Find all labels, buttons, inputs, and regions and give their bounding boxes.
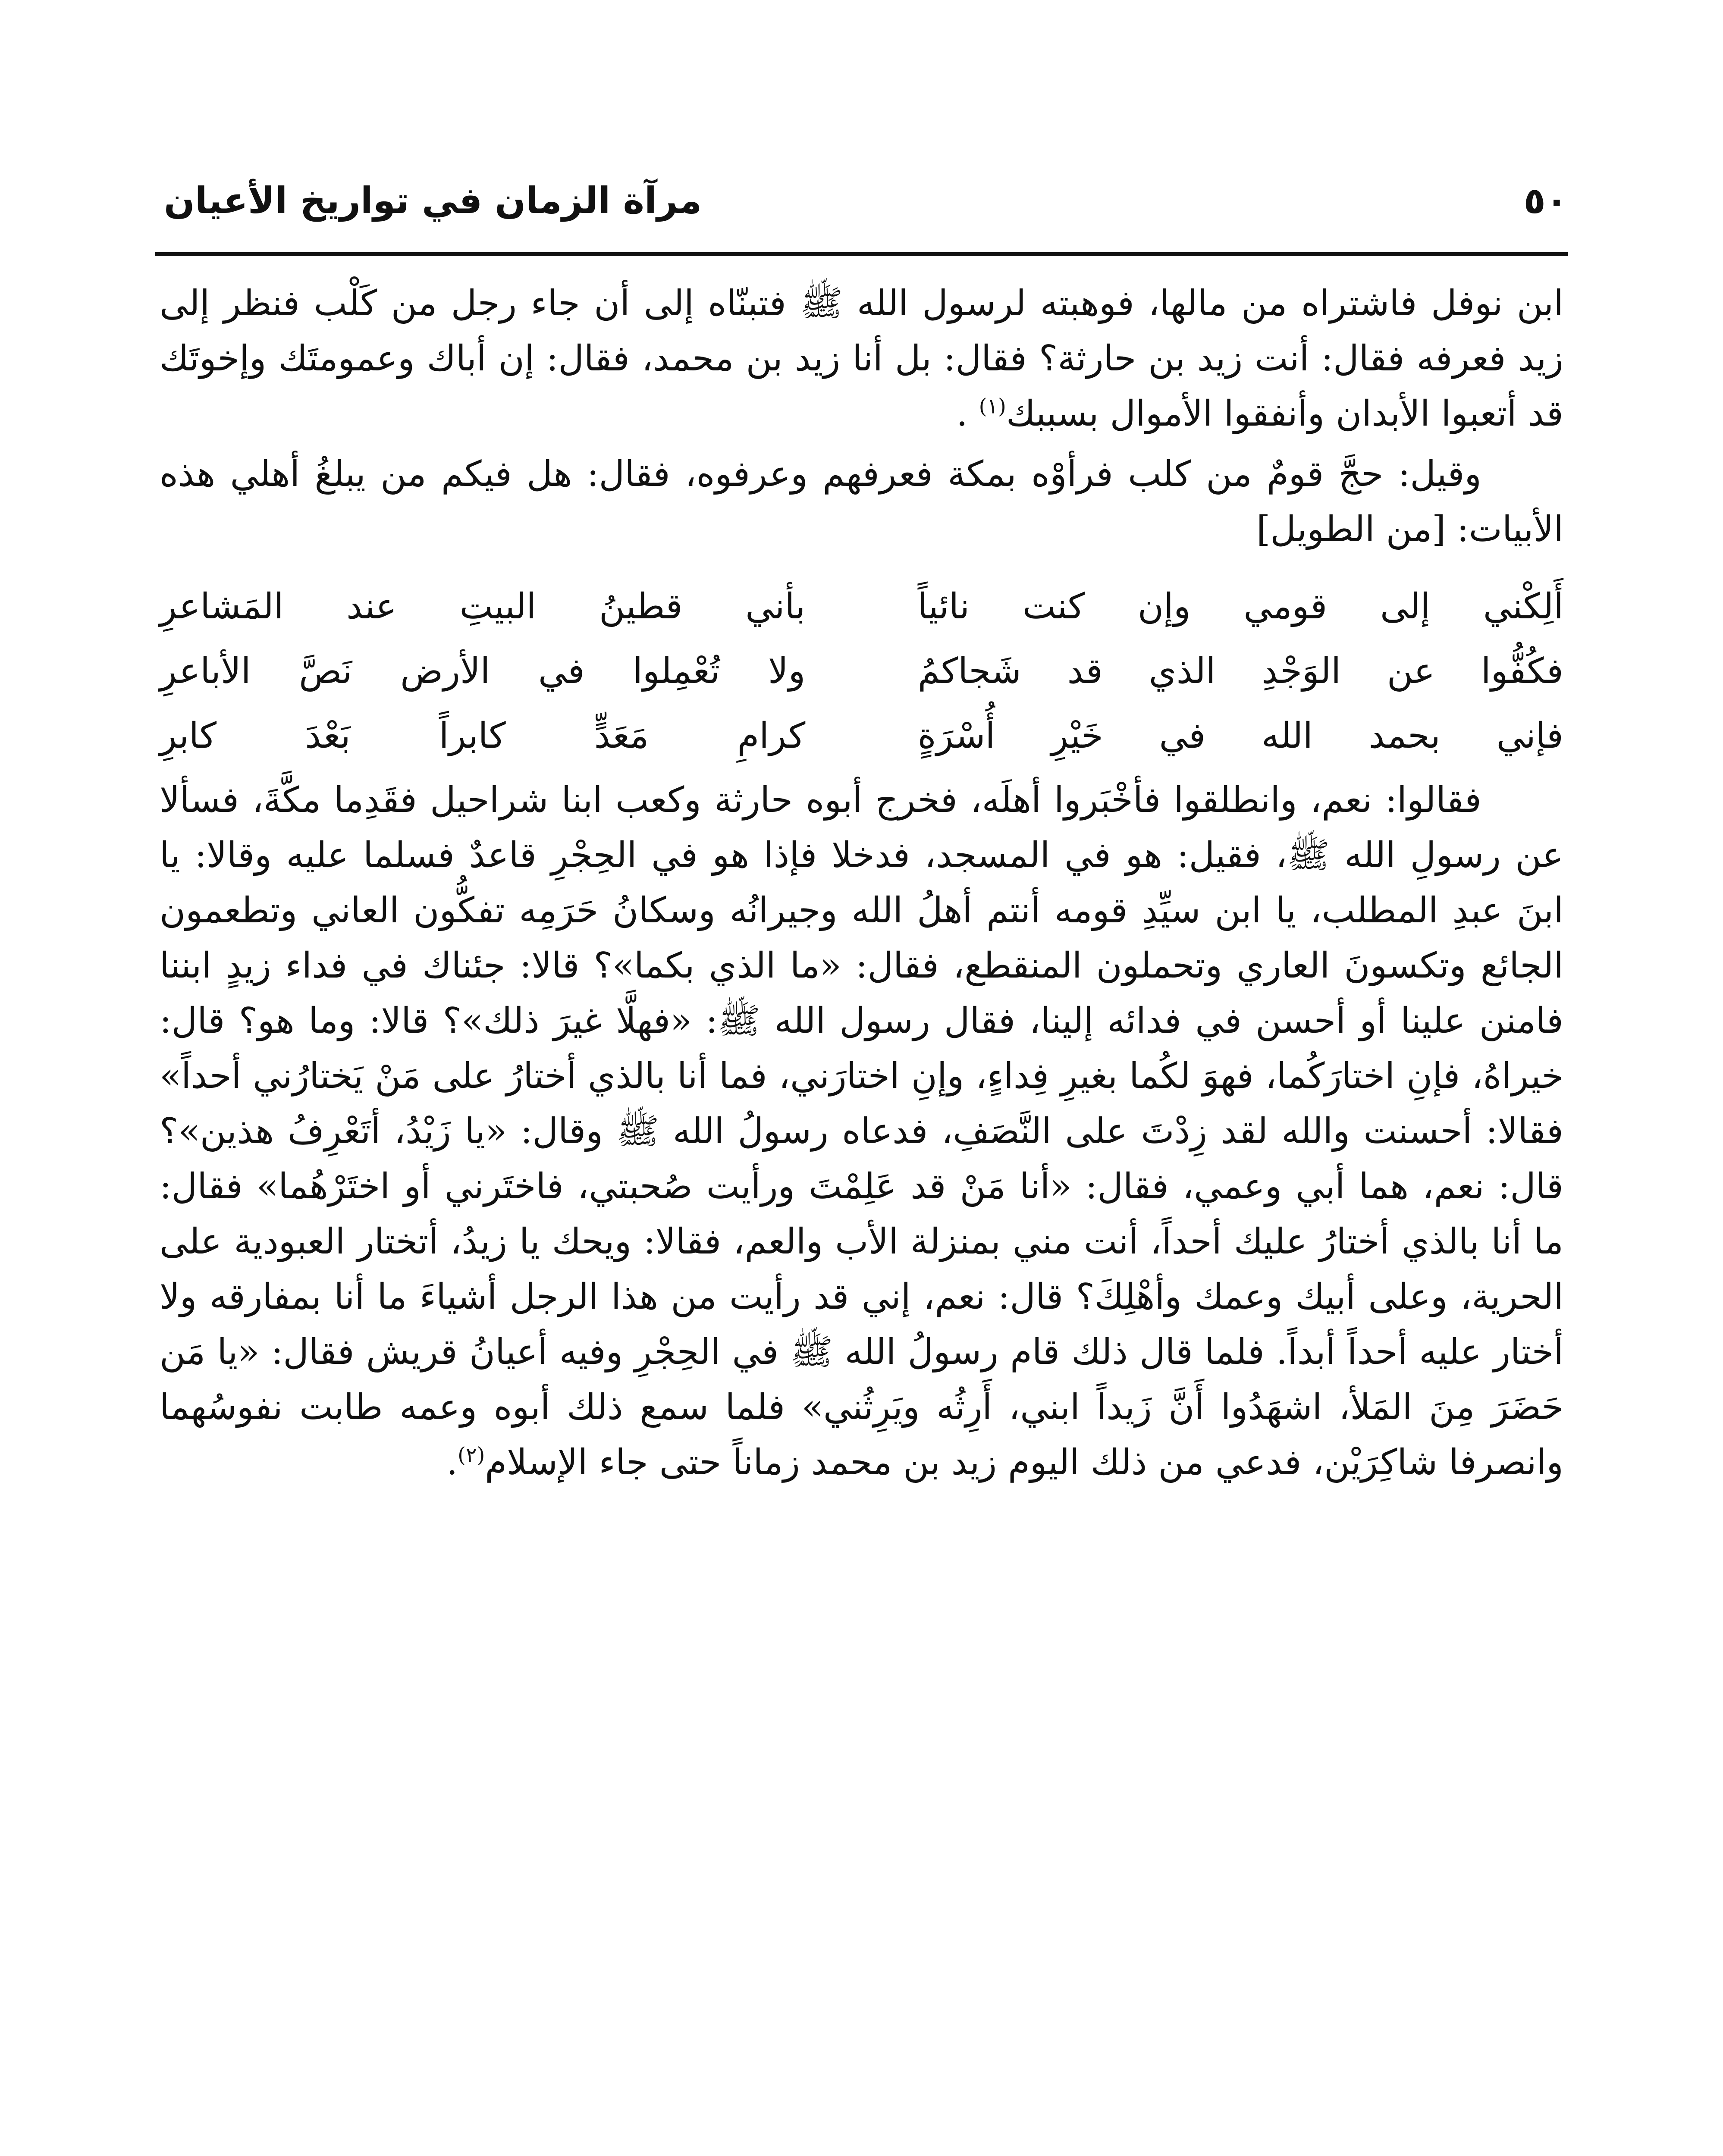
verse-3-first-hemistich: فإني بحمد الله في خَيْرِ أُسْرَةٍ (917, 715, 1563, 756)
paragraph-2: وقيل: حجَّ قومٌ من كلب فرأوْه بمكة فعرفهم وعرفوه، فقال: هل فيكم من يبلغُ أهلي هذه الأبيات: [من الطويل] (160, 454, 1563, 550)
verse-1-first-hemistich: أَلِكْني إلى قومي وإن كنت نائياً (917, 586, 1563, 627)
paragraph-1 (160, 276, 1563, 442)
paragraph-3-end: . (446, 1442, 458, 1483)
verse-2-second-hemistich: ولا تُعْمِلوا في الأرض نَصَّ الأباعرِ (160, 651, 806, 692)
footnote-ref-1: (١) (979, 394, 1006, 419)
paragraph-1-end: . (956, 393, 979, 434)
poem-verse-1 (160, 574, 1563, 639)
verse-3-second-hemistich: كرامِ مَعَدٍّ كابراً بَعْدَ كابرِ (160, 715, 806, 756)
paragraph-3 (160, 773, 1563, 1490)
paragraph-3-text: فقالوا: نعم، وانطلقوا فأخْبَروا أهلَه، فخرج أبوه حارثة وكعب ابنا شراحيل فقَدِما مكَّةَ، فسألا عن رسولِ الله ﷺ، فقيل: هو في المسجد، فدخلا فإذا هو في الحِجْرِ قاعدٌ فسلما عليه وقالا: يا ابنَ عبدِ المطلب، يا ابن سيِّدِ قومه أنتم أهلُ الله وجيرانُه وسكانُ حَرَمِه تفكُّون العاني وتطعمون الجائع وتكسونَ العاري وتحملون المنقطع، فقال: «ما الذي بكما»؟ قالا: جئناك في فداء زيدٍ ابننا فامنن علينا أو أحسن في فدائه إلينا، فقال رسول الله ﷺ: «فهلَّا غيرَ ذلك»؟ قالا: وما هو؟ قال: خيراهُ، فإنِ اختارَكُما، فهوَ لكُما بغيرِ فِداءٍ، وإنِ اختارَني، فما أنا بالذي أختارُ على مَنْ يَختارُني أحداً» فقالا: أحسنت والله لقد زِدْتَ على النَّصَفِ، فدعاه رسولُ الله ﷺ وقال: «يا زَيْدُ، أتَعْرِفُ هذين»؟ قال: نعم، هما أبي وعمي، فقال: «أنا مَنْ قد عَلِمْتَ ورأيت صُحبتي، فاختَرني أو اختَرْهُما» فقال: ما أنا بالذي أختارُ عليك أحداً، أنت مني بمنزلة الأب والعم، فقالا: ويحك يا زيدُ، أتختار العبودية على الحرية، وعلى أبيك وعمك وأهْلِكَ؟ قال: نعم، إني قد رأيت من هذا الرجل أشياءَ ما أنا بمفارقه ولا أختار عليه أحداً أبداً. فلما قال ذلك قام رسولُ الله ﷺ في الحِجْرِ وفيه أعيانُ قريش فقال: «يا مَن حَضَرَ مِنَ المَلأ، اشهَدُوا أَنَّ زَيداً ابني، أَرِثُه ويَرِثُني» فلما سمع ذلك أبوه وعمه طابت نفوسُهما وانصرفا شاكِرَيْن، فدعي من ذلك اليوم زيد بن محمد زماناً حتى جاء الإسلام (160, 780, 1563, 1483)
running-header (164, 164, 1568, 237)
verse-1-second-hemistich: بأني قطينُ البيتِ عند المَشاعرِ (160, 586, 806, 627)
poem-verse-3 (160, 704, 1563, 768)
paragraph-1-text: ابن نوفل فاشتراه من مالها، فوهبته لرسول الله ﷺ فتبنّاه إلى أن جاء رجل من كَلْب فنظر إلى زيد فعرفه فقال: أنت زيد بن حارثة؟ فقال: بل أنا زيد بن محمد، فقال: إن أباك وعمومتَك وإخوتَك قد أتعبوا الأبدان وأنفقوا الأموال بسببك (160, 283, 1563, 434)
header-rule (155, 252, 1568, 256)
poem (160, 574, 1563, 768)
running-title: مرآة الزمان في تواريخ الأعيان (164, 179, 702, 222)
page-number: ٥٠ (1523, 179, 1568, 222)
footnote-ref-2: (٢) (458, 1443, 485, 1467)
main-text (160, 276, 1563, 1490)
verse-2-first-hemistich: فكُفُّوا عن الوَجْدِ الذي قد شَجاكمُ (917, 651, 1563, 692)
poem-verse-2 (160, 639, 1563, 704)
